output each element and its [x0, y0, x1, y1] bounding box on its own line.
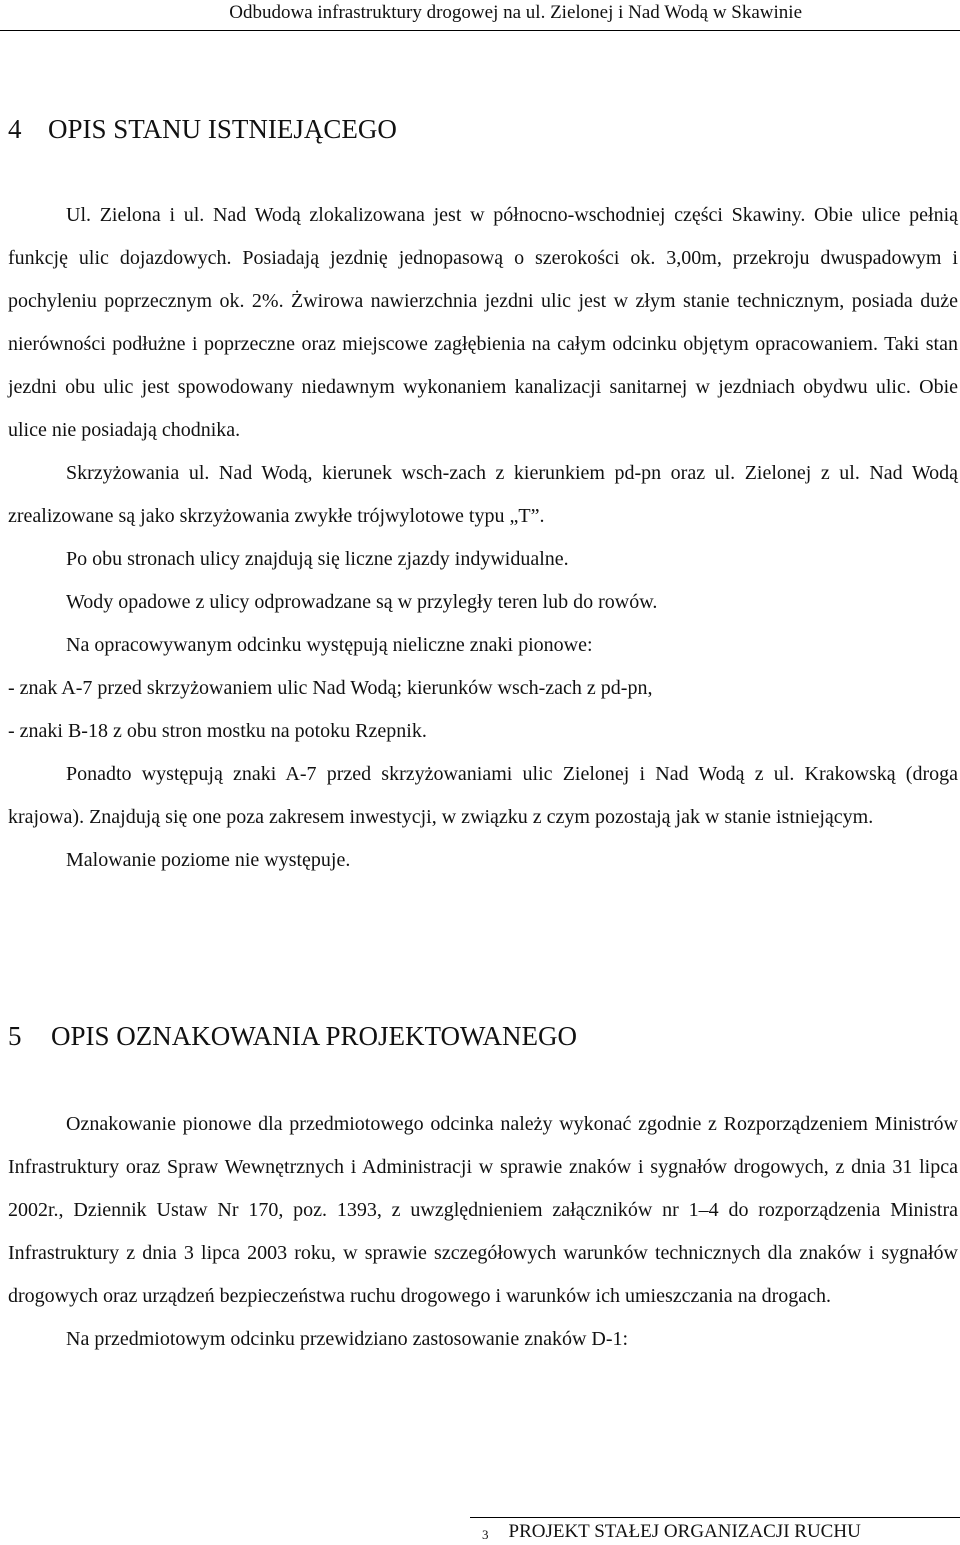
paragraph: Po obu stronach ulicy znajdują się liczne zjazdy indywidualne.: [66, 548, 569, 570]
section-5-heading: [8, 1021, 577, 1052]
section-4-title: OPIS STANU ISTNIEJĄCEGO: [48, 114, 397, 144]
paragraph: Malowanie poziome nie występuje.: [66, 849, 351, 871]
page-header: [0, 0, 960, 31]
header-title: Odbudowa infrastruktury drogowej na ul. Zielonej i Nad Wodą w Skawinie: [229, 2, 802, 23]
list-item: - znak A-7 przed skrzyżowaniem ulic Nad Wodą; kierunków wsch-zach z pd-pn,: [8, 677, 653, 699]
section-4-heading: [8, 114, 397, 145]
section-5-title: OPIS OZNAKOWANIA PROJEKTOWANEGO: [51, 1021, 577, 1051]
paragraph: Na opracowywanym odcinku występują nieliczne znaki pionowe:: [66, 634, 593, 656]
list-item: - znaki B-18 z obu stron mostku na potoku Rzepnik.: [8, 720, 427, 742]
section-5-body: [8, 1103, 958, 1361]
paragraph: Ponadto występują znaki A-7 przed skrzyżowaniami ulic Zielonej i Nad Wodą z ul. Krakowską (droga krajowa). Znajdują się one poza zakresem inwestycji, w związku z czym pozostają jak w stanie istniejącym.: [8, 763, 958, 828]
section-5-number: 5: [8, 1021, 22, 1051]
paragraph: Wody opadowe z ulicy odprowadzane są w przyległy teren lub do rowów.: [66, 591, 658, 613]
paragraph: Ul. Zielona i ul. Nad Wodą zlokalizowana jest w północno-wschodniej części Skawiny. Obie ulice pełnią funkcję ulic dojazdowych. Posiadają jezdnię jednopasową o szerokości ok. 3,00m, przekroju dwuspadowym i pochyleniu poprzecznym ok. 2%. Żwirowa nawierzchnia jezdni ulic jest w złym stanie technicznym, posiada duże nierówności podłużne i poprzeczne oraz miejscowe zagłębienia na całym odcinku objętym opracowaniem. Taki stan jezdni obu ulic jest spowodowany niedawnym wykonaniem kanalizacji sanitarnej w jezdniach obydwu ulic. Obie ulice nie posiadają chodnika.: [8, 204, 958, 441]
footer-title: PROJEKT STAŁEJ ORGANIZACJI RUCHU: [508, 1521, 861, 1542]
paragraph: Oznakowanie pionowe dla przedmiotowego odcinka należy wykonać zgodnie z Rozporządzeniem Ministrów Infrastruktury oraz Spraw Wewnętrznych i Administracji w sprawie znaków i sygnałów drogowych, z dnia 31 lipca 2002r., Dziennik Ustaw Nr 170, poz. 1393, z uwzględnieniem załączników nr 1–4 do rozporządzenia Ministra Infrastruktury z dnia 3 lipca 2003 roku, w sprawie szczegółowych warunków technicznych dla znaków i sygnałów drogowych oraz urządzeń bezpieczeństwa ruchu drogowego i warunków ich umieszczania na drogach.: [8, 1113, 958, 1307]
section-4-number: 4: [8, 114, 22, 144]
paragraph: Na przedmiotowym odcinku przewidziano zastosowanie znaków D-1:: [66, 1328, 629, 1350]
page-footer: [482, 1521, 861, 1543]
footer-rule: [470, 1517, 960, 1518]
page-number: 3: [482, 1527, 489, 1542]
paragraph: Skrzyżowania ul. Nad Wodą, kierunek wsch-zach z kierunkiem pd-pn oraz ul. Zielonej z ul. Nad Wodą zrealizowane są jako skrzyżowania zwykłe trójwylotowe typu „T”.: [8, 462, 958, 527]
section-4-body: [8, 194, 958, 882]
